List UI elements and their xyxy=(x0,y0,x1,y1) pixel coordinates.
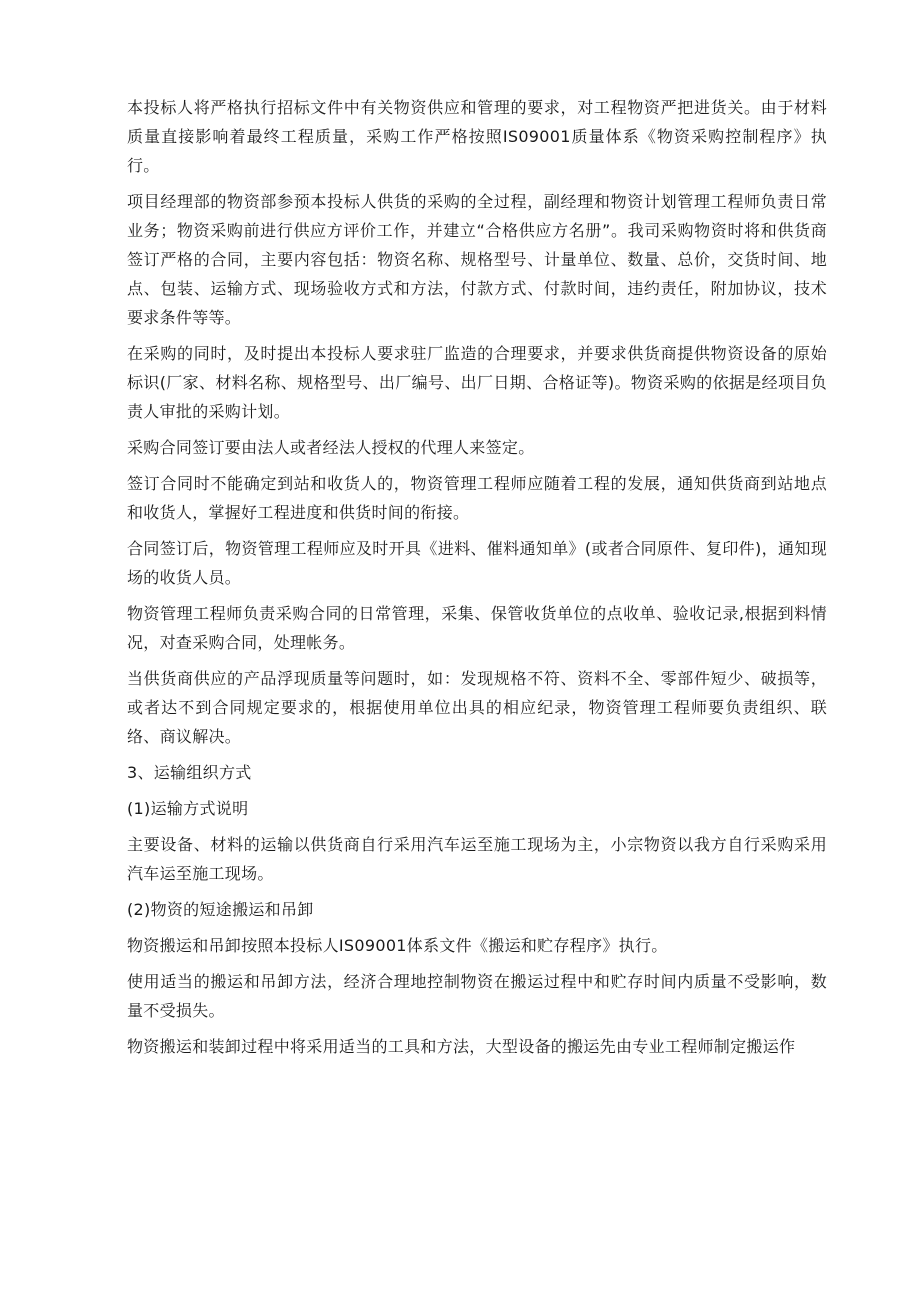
paragraph-11: 主要设备、材料的运输以供货商自行采用汽车运至施工现场为主，小宗物资以我方自行采购采用汽车运至施工现场。 xyxy=(127,835,827,883)
paragraph-8: 当供货商供应的产品浮现质量等问题时，如：发现规格不符、资料不全、零部件短少、破损等，或者达不到合同规定要求的，根据使用单位出具的相应纪录，物资管理工程师要负责组织、联络、商议解决。 xyxy=(127,669,827,746)
section-heading-transport: 3、运输组织方式 xyxy=(127,763,252,782)
paragraph-13: 物资搬运和吊卸按照本投标人IS09001体系文件《搬运和贮存程序》执行。 xyxy=(127,936,668,955)
paragraph-5: 签订合同时不能确定到站和收货人的，物资管理工程师应随着工程的发展，通知供货商到站地点和收货人，掌握好工程进度和供货时间的衔接。 xyxy=(127,474,827,522)
document-body xyxy=(127,93,827,1068)
paragraph-1: 本投标人将严格执行招标文件中有关物资供应和管理的要求，对工程物资严把进货关。由于材料质量直接影响着最终工程质量，采购工作严格按照IS09001质量体系《物资采购控制程序》执行。 xyxy=(127,98,827,175)
subheading-short-haul: (2)物资的短途搬运和吊卸 xyxy=(127,900,314,919)
paragraph-2: 项目经理部的物资部参预本投标人供货的采购的全过程，副经理和物资计划管理工程师负责日常业务；物资采购前进行供应方评价工作，并建立“合格供应方名册”。我司采购物资时将和供货商签订严格的合同，主要内容包括：物资名称、规格型号、计量单位、数量、总价，交货时间、地点、包装、运输方式、现场验收方式和方法，付款方式、付款时间，违约责任，附加协议，技术要求条件等等。 xyxy=(127,192,827,327)
paragraph-4: 采购合同签订要由法人或者经法人授权的代理人来签定。 xyxy=(127,438,535,457)
paragraph-6: 合同签订后，物资管理工程师应及时开具《进料、催料通知单》(或者合同原件、复印件)，通知现场的收货人员。 xyxy=(127,539,827,587)
paragraph-7: 物资管理工程师负责采购合同的日常管理，采集、保管收货单位的点收单、验收记录,根据到料情况，对查采购合同，处理帐务。 xyxy=(127,604,827,652)
subheading-transport-method: (1)运输方式说明 xyxy=(127,799,249,818)
paragraph-3: 在采购的同时，及时提出本投标人要求驻厂监造的合理要求，并要求供货商提供物资设备的原始标识(厂家、材料名称、规格型号、出厂编号、出厂日期、合格证等)。物资采购的依据是经项目负责人审批的采购计划。 xyxy=(127,344,827,421)
paragraph-15: 物资搬运和装卸过程中将采用适当的工具和方法，大型设备的搬运先由专业工程师制定搬运作 xyxy=(127,1037,796,1056)
paragraph-14: 使用适当的搬运和吊卸方法，经济合理地控制物资在搬运过程中和贮存时间内质量不受影响，数量不受损失。 xyxy=(127,972,827,1020)
